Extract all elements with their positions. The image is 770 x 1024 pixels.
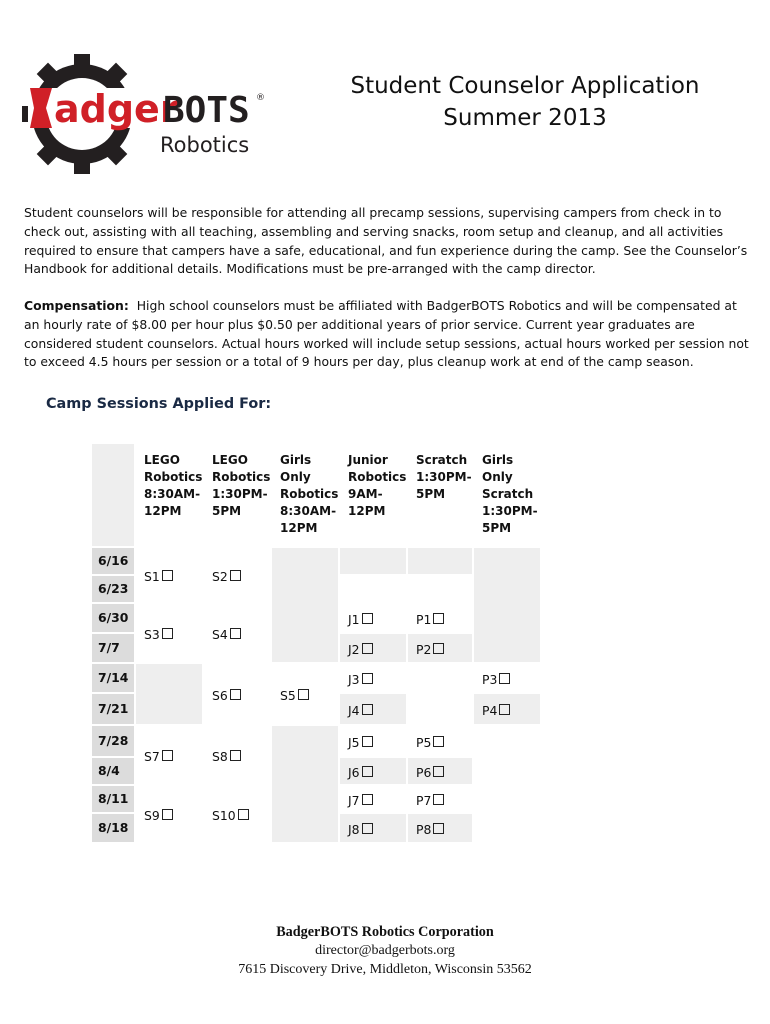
session-code: S9 <box>144 807 160 823</box>
session-option-s5[interactable] <box>280 685 309 704</box>
session-code: J8 <box>348 821 360 837</box>
date-label: 8/11 <box>98 791 129 806</box>
session-code: S10 <box>212 807 236 823</box>
session-option-s9[interactable] <box>144 805 173 824</box>
scratch-cell <box>408 604 472 632</box>
logo-robotics-text: Robotics <box>160 133 250 157</box>
column-header-line: 12PM <box>144 504 182 518</box>
session-code: P3 <box>482 671 498 687</box>
session-option-s10[interactable] <box>212 805 249 824</box>
date-label: 6/30 <box>98 610 129 625</box>
session-code: S5 <box>280 687 296 703</box>
table-column-header <box>408 444 472 546</box>
girls-only-empty-cell <box>272 726 338 842</box>
junior-cell <box>340 758 406 784</box>
column-header-line: 5PM <box>482 521 512 535</box>
girls-scratch-empty-cell <box>474 726 540 842</box>
date-label: 7/7 <box>98 640 120 655</box>
table-column-header <box>474 444 540 546</box>
column-header-line: 8:30AM- <box>144 487 201 501</box>
compensation-text: High school counselors must be affiliated with BadgerBOTS Robotics and will be compensated at an hourly rate of $8.00 per hour plus $0.50 per additional years of prior service. Current year graduates are considered student counselors. Actual hours worked will include setup sessions, actual hours worked per session not to exceed 4.5 hours per session or a total of 9 hours per day, plus cleanup work at end of the camp season. <box>24 298 749 370</box>
session-option-j2[interactable] <box>348 639 373 658</box>
lego-pm-cell <box>204 548 270 602</box>
session-option-j8[interactable] <box>348 819 373 838</box>
session-code: J2 <box>348 641 360 657</box>
date-cell <box>92 726 134 756</box>
logo-brand-text: adger <box>54 87 179 131</box>
session-option-j1[interactable] <box>348 609 373 628</box>
session-option-p7[interactable] <box>416 790 444 809</box>
session-checkbox[interactable] <box>362 613 373 624</box>
session-option-s3[interactable] <box>144 624 173 643</box>
column-header-line: 12PM <box>348 504 386 518</box>
session-checkbox[interactable] <box>238 809 249 820</box>
session-option-j4[interactable] <box>348 700 373 719</box>
session-code: S3 <box>144 626 160 642</box>
session-option-j3[interactable] <box>348 669 373 688</box>
logo-bots-text: BOTS <box>163 90 250 131</box>
footer-email: director@badgerbots.org <box>315 943 455 958</box>
column-header-line: Robotics <box>144 470 203 484</box>
column-header-line: 1:30PM- <box>482 504 538 518</box>
session-checkbox[interactable] <box>162 628 173 639</box>
compensation-paragraph <box>24 297 750 372</box>
session-code: S2 <box>212 568 228 584</box>
column-header-line: Robotics <box>212 470 271 484</box>
session-code: S6 <box>212 687 228 703</box>
scratch-empty-cell <box>408 664 472 724</box>
column-header-line: Scratch <box>482 487 534 501</box>
lego-am-cell <box>136 726 202 784</box>
column-header-line: 5PM <box>212 504 242 518</box>
column-header-line: Junior <box>348 453 388 467</box>
session-option-p1[interactable] <box>416 609 444 628</box>
session-option-p5[interactable] <box>416 732 444 751</box>
session-code: S7 <box>144 748 160 764</box>
date-cell <box>92 814 134 842</box>
session-checkbox[interactable] <box>433 794 444 805</box>
column-header-line: LEGO <box>144 453 180 467</box>
girls-scratch-cell <box>474 664 540 692</box>
date-cell <box>92 758 134 784</box>
session-checkbox[interactable] <box>433 613 444 624</box>
session-checkbox[interactable] <box>362 823 373 834</box>
session-code: P6 <box>416 764 432 780</box>
session-code: S4 <box>212 626 228 642</box>
session-checkbox[interactable] <box>298 689 309 700</box>
column-header-line: Robotics <box>280 487 339 501</box>
session-checkbox[interactable] <box>362 643 373 654</box>
table-column-header <box>272 444 338 546</box>
session-code: J3 <box>348 671 360 687</box>
date-label: 7/14 <box>98 670 129 685</box>
session-checkbox[interactable] <box>230 750 241 761</box>
compensation-label: Compensation: <box>24 298 129 313</box>
column-header-line: 5PM <box>416 487 446 501</box>
column-header-line: Girls <box>280 453 312 467</box>
lego-pm-cell <box>204 604 270 662</box>
sessions-heading: Camp Sessions Applied For: <box>46 396 272 412</box>
lego-pm-cell <box>204 664 270 724</box>
session-option-j6[interactable] <box>348 762 373 781</box>
lego-am-cell <box>136 604 202 662</box>
date-cell <box>92 786 134 812</box>
date-cell <box>92 664 134 692</box>
date-cell <box>92 548 134 574</box>
session-option-s4[interactable] <box>212 624 241 643</box>
scratch-cell <box>408 758 472 784</box>
session-checkbox[interactable] <box>362 704 373 715</box>
document-title <box>330 70 720 134</box>
session-checkbox[interactable] <box>230 689 241 700</box>
date-cell <box>92 604 134 632</box>
scratch-cell <box>408 786 472 812</box>
session-code: S1 <box>144 568 160 584</box>
title-line-1: Student Counselor Application <box>350 73 700 99</box>
girls-scratch-cell <box>474 694 540 724</box>
session-code: P8 <box>416 821 432 837</box>
date-label: 7/21 <box>98 701 129 716</box>
session-option-j5[interactable] <box>348 732 373 751</box>
lego-am-cell <box>136 786 202 842</box>
girls-scratch-empty-cell <box>474 548 540 662</box>
junior-cell <box>340 786 406 812</box>
session-checkbox[interactable] <box>499 673 510 684</box>
date-cell <box>92 576 134 602</box>
lego-pm-cell <box>204 786 270 842</box>
lego-am-cell <box>136 548 202 602</box>
scratch-cell <box>408 634 472 662</box>
session-checkbox[interactable] <box>362 794 373 805</box>
session-code: P2 <box>416 641 432 657</box>
session-option-s1[interactable] <box>144 566 173 585</box>
junior-cell <box>340 694 406 724</box>
session-option-s8[interactable] <box>212 746 241 765</box>
session-option-j7[interactable] <box>348 790 373 809</box>
scratch-cell <box>408 814 472 842</box>
junior-cell <box>340 604 406 632</box>
column-header-line: Scratch <box>416 453 468 467</box>
session-option-p6[interactable] <box>416 762 444 781</box>
footer-org: BadgerBOTS Robotics Corporation <box>276 924 494 940</box>
column-header-line: 9AM- <box>348 487 383 501</box>
session-checkbox[interactable] <box>230 628 241 639</box>
session-code: J7 <box>348 792 360 808</box>
footer-address: 7615 Discovery Drive, Middleton, Wisconsin 53562 <box>238 962 532 977</box>
session-checkbox[interactable] <box>162 750 173 761</box>
session-code: P7 <box>416 792 432 808</box>
date-label: 6/16 <box>98 553 129 568</box>
column-header-line: Girls Only <box>482 453 514 484</box>
session-checkbox[interactable] <box>433 766 444 777</box>
session-checkbox[interactable] <box>362 736 373 747</box>
column-header-line: 1:30PM- <box>416 470 472 484</box>
junior-empty-cell <box>340 548 406 574</box>
junior-cell <box>340 814 406 842</box>
session-option-p2[interactable] <box>416 639 444 658</box>
date-cell <box>92 694 134 724</box>
session-checkbox[interactable] <box>433 643 444 654</box>
date-cell <box>92 634 134 662</box>
lego-am-empty-cell <box>136 664 202 724</box>
date-label: 8/4 <box>98 763 120 778</box>
junior-empty-cell <box>340 576 406 602</box>
session-checkbox[interactable] <box>433 823 444 834</box>
scratch-cell <box>408 726 472 756</box>
session-code: J6 <box>348 764 360 780</box>
session-checkbox[interactable] <box>499 704 510 715</box>
session-checkbox[interactable] <box>162 570 173 581</box>
session-option-s7[interactable] <box>144 746 173 765</box>
session-option-p8[interactable] <box>416 819 444 838</box>
scratch-empty-cell <box>408 548 472 574</box>
junior-cell <box>340 664 406 692</box>
sessions-table <box>92 444 542 844</box>
column-header-line: Only <box>280 470 311 484</box>
date-label: 8/18 <box>98 820 129 835</box>
badgerbots-logo <box>20 52 270 176</box>
session-checkbox[interactable] <box>230 570 241 581</box>
table-column-header <box>340 444 406 546</box>
session-code: P5 <box>416 734 432 750</box>
junior-cell <box>340 726 406 756</box>
column-header-line: 12PM <box>280 521 318 535</box>
session-checkbox[interactable] <box>433 736 444 747</box>
column-header-line: 8:30AM- <box>280 504 337 518</box>
lego-pm-cell <box>204 726 270 784</box>
session-option-s2[interactable] <box>212 566 241 585</box>
session-checkbox[interactable] <box>362 766 373 777</box>
date-label: 7/28 <box>98 733 129 748</box>
junior-cell <box>340 634 406 662</box>
table-column-header <box>204 444 270 546</box>
logo-registered-mark: ® <box>256 93 265 103</box>
scratch-empty-cell <box>408 576 472 602</box>
column-header-line: 1:30PM- <box>212 487 268 501</box>
intro-paragraph: Student counselors will be responsible for attending all precamp sessions, supervising campers from check in to check out, assisting with all teaching, assembling and serving snacks, room setup and cleanup, and all activities required to ensure that campers have a safe, educational, and fun experience during the camp. See the Counselor’s Handbook for additional details. Modifications must be pre-arranged with the camp director. <box>24 205 748 277</box>
title-line-2: Summer 2013 <box>443 105 607 131</box>
column-header-line: LEGO <box>212 453 248 467</box>
session-checkbox[interactable] <box>162 809 173 820</box>
girls-only-cell <box>272 664 338 724</box>
girls-only-empty-cell <box>272 548 338 662</box>
session-option-p3[interactable] <box>482 669 510 688</box>
session-code: J5 <box>348 734 360 750</box>
session-code: P1 <box>416 611 432 627</box>
session-code: J1 <box>348 611 360 627</box>
session-option-p4[interactable] <box>482 700 510 719</box>
table-corner-cell <box>92 444 134 546</box>
session-option-s6[interactable] <box>212 685 241 704</box>
session-code: P4 <box>482 702 498 718</box>
column-header-line: Robotics <box>348 470 407 484</box>
session-code: J4 <box>348 702 360 718</box>
session-code: S8 <box>212 748 228 764</box>
date-label: 6/23 <box>98 581 129 596</box>
table-column-header <box>136 444 202 546</box>
session-checkbox[interactable] <box>362 673 373 684</box>
